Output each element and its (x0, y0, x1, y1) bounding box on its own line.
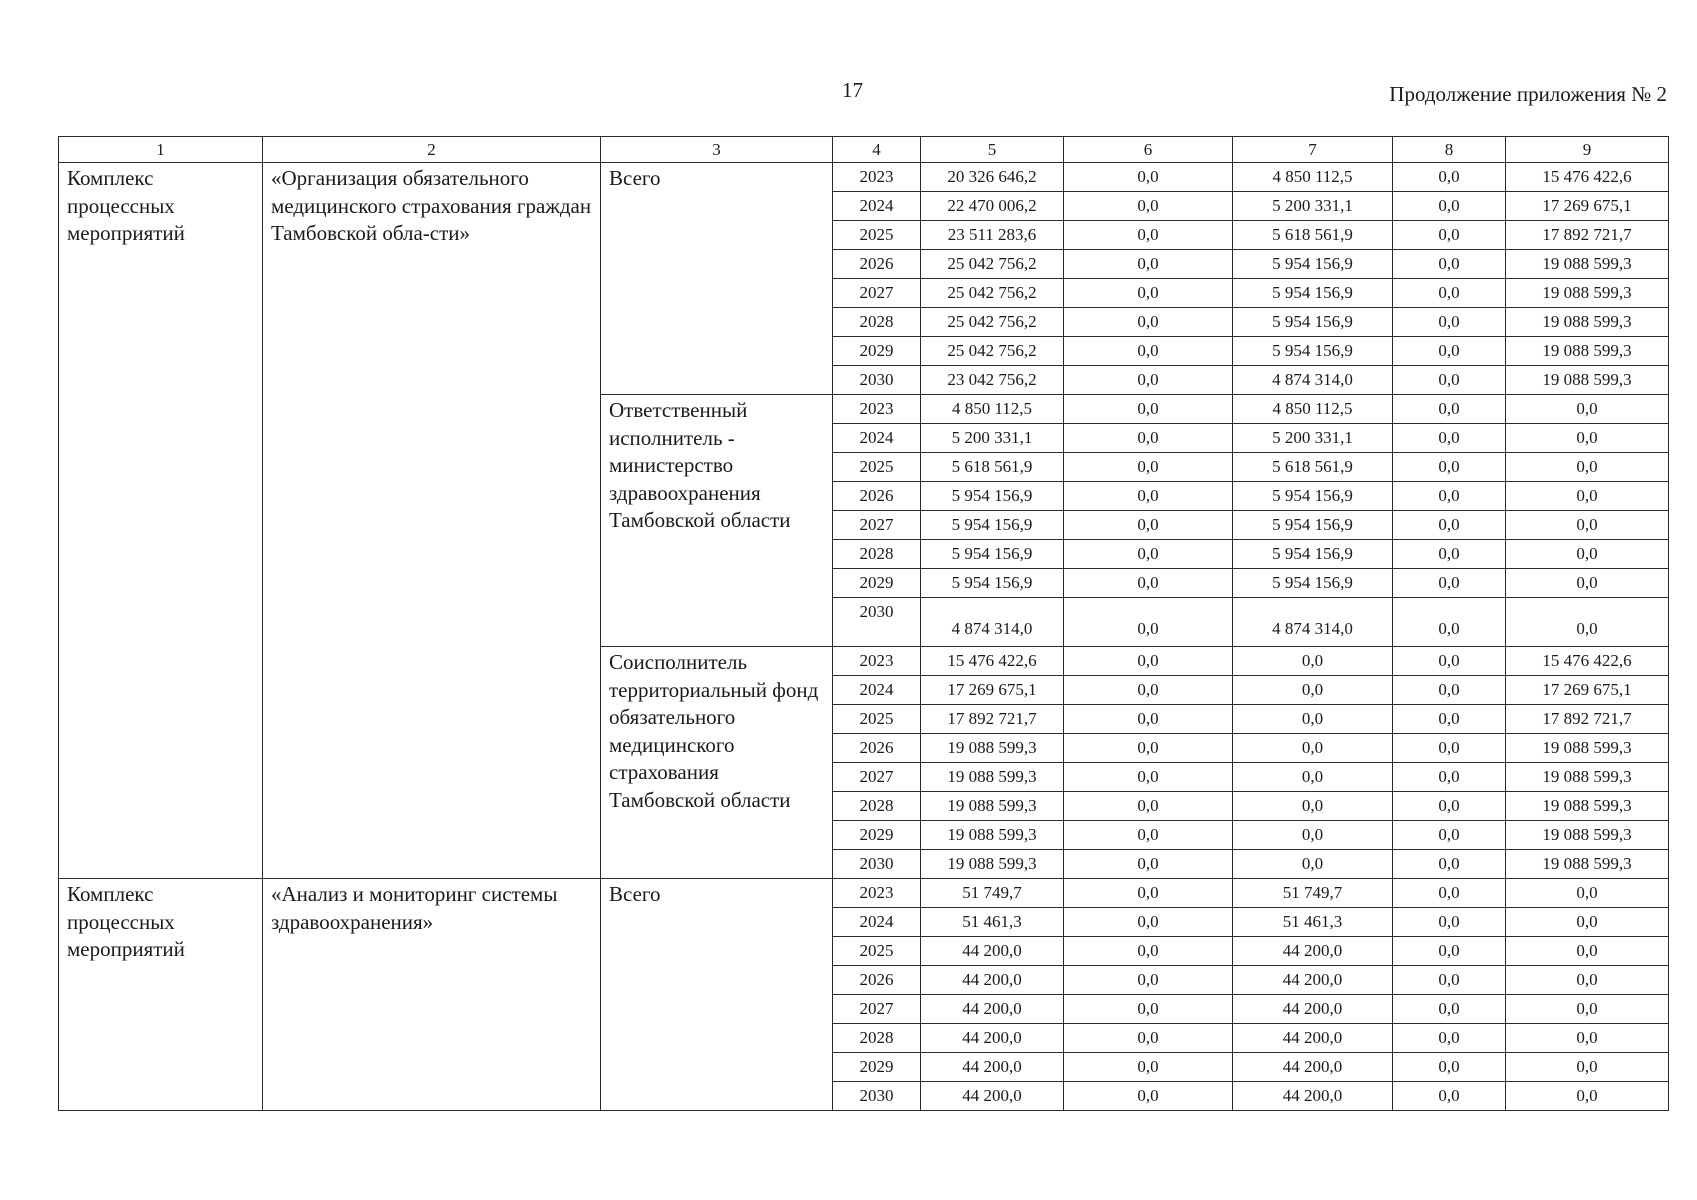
column-number-header: 8 (1393, 137, 1506, 163)
federal-budget-cell: 0,0 (1064, 908, 1233, 937)
federal-budget-cell: 0,0 (1064, 792, 1233, 821)
year-cell: 2024 (833, 192, 921, 221)
local-budget-cell: 0,0 (1393, 540, 1506, 569)
federal-budget-cell: 0,0 (1064, 995, 1233, 1024)
total-cell: 23 511 283,6 (921, 221, 1064, 250)
federal-budget-cell: 0,0 (1064, 966, 1233, 995)
regional-budget-cell: 44 200,0 (1233, 937, 1393, 966)
budget-table (58, 136, 1669, 1111)
local-budget-cell: 0,0 (1393, 250, 1506, 279)
regional-budget-cell: 44 200,0 (1233, 1024, 1393, 1053)
federal-budget-cell: 0,0 (1064, 424, 1233, 453)
federal-budget-cell: 0,0 (1064, 705, 1233, 734)
total-cell: 19 088 599,3 (921, 763, 1064, 792)
regional-budget-cell: 44 200,0 (1233, 966, 1393, 995)
year-cell: 2029 (833, 1053, 921, 1082)
extrabudgetary-cell: 19 088 599,3 (1506, 337, 1669, 366)
column-number-header: 7 (1233, 137, 1393, 163)
year-cell: 2023 (833, 879, 921, 908)
program-name-cell: «Организация обязательного медицинского страхования граждан Тамбовской обла-сти» (263, 163, 601, 879)
local-budget-cell: 0,0 (1393, 966, 1506, 995)
column-number-header: 2 (263, 137, 601, 163)
regional-budget-cell: 0,0 (1233, 763, 1393, 792)
page-number: 17 (842, 78, 863, 102)
local-budget-cell: 0,0 (1393, 1082, 1506, 1111)
table-body (59, 163, 1669, 1111)
extrabudgetary-cell: 0,0 (1506, 879, 1669, 908)
column-number-header: 4 (833, 137, 921, 163)
federal-budget-cell: 0,0 (1064, 482, 1233, 511)
year-cell: 2025 (833, 705, 921, 734)
federal-budget-cell: 0,0 (1064, 879, 1233, 908)
total-cell: 15 476 422,6 (921, 647, 1064, 676)
extrabudgetary-cell: 0,0 (1506, 908, 1669, 937)
year-cell: 2027 (833, 995, 921, 1024)
total-cell: 25 042 756,2 (921, 279, 1064, 308)
federal-budget-cell: 0,0 (1064, 763, 1233, 792)
total-cell: 23 042 756,2 (921, 366, 1064, 395)
extrabudgetary-cell: 19 088 599,3 (1506, 250, 1669, 279)
local-budget-cell: 0,0 (1393, 511, 1506, 540)
extrabudgetary-cell: 17 269 675,1 (1506, 676, 1669, 705)
local-budget-cell: 0,0 (1393, 163, 1506, 192)
total-cell: 19 088 599,3 (921, 850, 1064, 879)
local-budget-cell: 0,0 (1393, 734, 1506, 763)
year-cell: 2028 (833, 792, 921, 821)
federal-budget-cell: 0,0 (1064, 511, 1233, 540)
local-budget-cell: 0,0 (1393, 221, 1506, 250)
local-budget-cell: 0,0 (1393, 453, 1506, 482)
page-caption: Продолжение приложения № 2 (1389, 82, 1667, 106)
total-cell: 51 461,3 (921, 908, 1064, 937)
total-cell: 51 749,7 (921, 879, 1064, 908)
extrabudgetary-cell: 0,0 (1506, 598, 1669, 647)
local-budget-cell: 0,0 (1393, 192, 1506, 221)
extrabudgetary-cell: 0,0 (1506, 540, 1669, 569)
extrabudgetary-cell: 0,0 (1506, 966, 1669, 995)
year-cell: 2030 (833, 598, 921, 647)
table-row (59, 163, 1669, 192)
federal-budget-cell: 0,0 (1064, 192, 1233, 221)
extrabudgetary-cell: 19 088 599,3 (1506, 279, 1669, 308)
column-number-header: 5 (921, 137, 1064, 163)
total-cell: 25 042 756,2 (921, 337, 1064, 366)
federal-budget-cell: 0,0 (1064, 734, 1233, 763)
regional-budget-cell: 5 954 156,9 (1233, 569, 1393, 598)
federal-budget-cell: 0,0 (1064, 308, 1233, 337)
table-row (59, 879, 1669, 908)
complex-type-cell: Комплекс процессных мероприятий (59, 163, 263, 879)
extrabudgetary-cell: 0,0 (1506, 1053, 1669, 1082)
extrabudgetary-cell: 19 088 599,3 (1506, 366, 1669, 395)
federal-budget-cell: 0,0 (1064, 569, 1233, 598)
year-cell: 2028 (833, 1024, 921, 1053)
federal-budget-cell: 0,0 (1064, 647, 1233, 676)
extrabudgetary-cell: 0,0 (1506, 937, 1669, 966)
extrabudgetary-cell: 17 269 675,1 (1506, 192, 1669, 221)
extrabudgetary-cell: 0,0 (1506, 1024, 1669, 1053)
local-budget-cell: 0,0 (1393, 792, 1506, 821)
extrabudgetary-cell: 19 088 599,3 (1506, 792, 1669, 821)
extrabudgetary-cell: 0,0 (1506, 569, 1669, 598)
extrabudgetary-cell: 0,0 (1506, 453, 1669, 482)
regional-budget-cell: 5 954 156,9 (1233, 279, 1393, 308)
local-budget-cell: 0,0 (1393, 937, 1506, 966)
regional-budget-cell: 44 200,0 (1233, 1082, 1393, 1111)
extrabudgetary-cell: 17 892 721,7 (1506, 705, 1669, 734)
local-budget-cell: 0,0 (1393, 995, 1506, 1024)
regional-budget-cell: 5 954 156,9 (1233, 482, 1393, 511)
local-budget-cell: 0,0 (1393, 279, 1506, 308)
total-cell: 44 200,0 (921, 966, 1064, 995)
local-budget-cell: 0,0 (1393, 308, 1506, 337)
year-cell: 2027 (833, 279, 921, 308)
total-cell: 44 200,0 (921, 937, 1064, 966)
total-cell: 17 269 675,1 (921, 676, 1064, 705)
year-cell: 2030 (833, 1082, 921, 1111)
executor-cell: Всего (601, 163, 833, 395)
extrabudgetary-cell: 19 088 599,3 (1506, 850, 1669, 879)
extrabudgetary-cell: 15 476 422,6 (1506, 163, 1669, 192)
federal-budget-cell: 0,0 (1064, 163, 1233, 192)
total-cell: 4 874 314,0 (921, 598, 1064, 647)
executor-cell: Ответственный исполнитель - министерство здравоохранения Тамбовской области (601, 395, 833, 647)
regional-budget-cell: 5 618 561,9 (1233, 221, 1393, 250)
federal-budget-cell: 0,0 (1064, 221, 1233, 250)
regional-budget-cell: 5 954 156,9 (1233, 511, 1393, 540)
regional-budget-cell: 4 850 112,5 (1233, 163, 1393, 192)
column-number-header: 9 (1506, 137, 1669, 163)
local-budget-cell: 0,0 (1393, 676, 1506, 705)
regional-budget-cell: 5 954 156,9 (1233, 308, 1393, 337)
extrabudgetary-cell: 0,0 (1506, 511, 1669, 540)
local-budget-cell: 0,0 (1393, 1024, 1506, 1053)
total-cell: 5 954 156,9 (921, 482, 1064, 511)
total-cell: 44 200,0 (921, 995, 1064, 1024)
year-cell: 2030 (833, 850, 921, 879)
year-cell: 2030 (833, 366, 921, 395)
local-budget-cell: 0,0 (1393, 337, 1506, 366)
year-cell: 2024 (833, 676, 921, 705)
year-cell: 2028 (833, 308, 921, 337)
year-cell: 2024 (833, 908, 921, 937)
total-cell: 19 088 599,3 (921, 821, 1064, 850)
local-budget-cell: 0,0 (1393, 879, 1506, 908)
local-budget-cell: 0,0 (1393, 569, 1506, 598)
year-cell: 2024 (833, 424, 921, 453)
executor-cell: Соисполнитель территориальный фонд обязательного медицинского страхования Тамбовской области (601, 647, 833, 879)
year-cell: 2026 (833, 250, 921, 279)
federal-budget-cell: 0,0 (1064, 250, 1233, 279)
local-budget-cell: 0,0 (1393, 482, 1506, 511)
total-cell: 19 088 599,3 (921, 792, 1064, 821)
extrabudgetary-cell: 17 892 721,7 (1506, 221, 1669, 250)
year-cell: 2029 (833, 821, 921, 850)
regional-budget-cell: 44 200,0 (1233, 1053, 1393, 1082)
regional-budget-cell: 5 200 331,1 (1233, 192, 1393, 221)
regional-budget-cell: 4 874 314,0 (1233, 366, 1393, 395)
column-number-header: 6 (1064, 137, 1233, 163)
federal-budget-cell: 0,0 (1064, 850, 1233, 879)
year-cell: 2027 (833, 763, 921, 792)
federal-budget-cell: 0,0 (1064, 279, 1233, 308)
local-budget-cell: 0,0 (1393, 763, 1506, 792)
federal-budget-cell: 0,0 (1064, 1082, 1233, 1111)
total-cell: 5 954 156,9 (921, 569, 1064, 598)
total-cell: 22 470 006,2 (921, 192, 1064, 221)
regional-budget-cell: 0,0 (1233, 647, 1393, 676)
local-budget-cell: 0,0 (1393, 395, 1506, 424)
regional-budget-cell: 5 618 561,9 (1233, 453, 1393, 482)
complex-type-cell: Комплекс процессных мероприятий (59, 879, 263, 1111)
federal-budget-cell: 0,0 (1064, 453, 1233, 482)
federal-budget-cell: 0,0 (1064, 821, 1233, 850)
regional-budget-cell: 0,0 (1233, 850, 1393, 879)
federal-budget-cell: 0,0 (1064, 395, 1233, 424)
total-cell: 5 954 156,9 (921, 511, 1064, 540)
total-cell: 5 618 561,9 (921, 453, 1064, 482)
local-budget-cell: 0,0 (1393, 424, 1506, 453)
executor-cell: Всего (601, 879, 833, 1111)
federal-budget-cell: 0,0 (1064, 540, 1233, 569)
total-cell: 4 850 112,5 (921, 395, 1064, 424)
year-cell: 2026 (833, 966, 921, 995)
regional-budget-cell: 5 954 156,9 (1233, 337, 1393, 366)
year-cell: 2023 (833, 163, 921, 192)
total-cell: 20 326 646,2 (921, 163, 1064, 192)
local-budget-cell: 0,0 (1393, 850, 1506, 879)
extrabudgetary-cell: 19 088 599,3 (1506, 821, 1669, 850)
federal-budget-cell: 0,0 (1064, 1053, 1233, 1082)
local-budget-cell: 0,0 (1393, 908, 1506, 937)
year-cell: 2023 (833, 395, 921, 424)
year-cell: 2025 (833, 937, 921, 966)
total-cell: 44 200,0 (921, 1082, 1064, 1111)
extrabudgetary-cell: 19 088 599,3 (1506, 734, 1669, 763)
extrabudgetary-cell: 0,0 (1506, 424, 1669, 453)
local-budget-cell: 0,0 (1393, 821, 1506, 850)
year-cell: 2029 (833, 569, 921, 598)
regional-budget-cell: 4 874 314,0 (1233, 598, 1393, 647)
regional-budget-cell: 4 850 112,5 (1233, 395, 1393, 424)
federal-budget-cell: 0,0 (1064, 366, 1233, 395)
column-number-header: 3 (601, 137, 833, 163)
total-cell: 25 042 756,2 (921, 250, 1064, 279)
federal-budget-cell: 0,0 (1064, 598, 1233, 647)
year-cell: 2026 (833, 482, 921, 511)
program-name-cell: «Анализ и мониторинг системы здравоохранения» (263, 879, 601, 1111)
year-cell: 2025 (833, 221, 921, 250)
regional-budget-cell: 0,0 (1233, 821, 1393, 850)
column-number-row (59, 137, 1669, 163)
year-cell: 2023 (833, 647, 921, 676)
regional-budget-cell: 44 200,0 (1233, 995, 1393, 1024)
extrabudgetary-cell: 0,0 (1506, 395, 1669, 424)
extrabudgetary-cell: 19 088 599,3 (1506, 763, 1669, 792)
federal-budget-cell: 0,0 (1064, 337, 1233, 366)
extrabudgetary-cell: 0,0 (1506, 995, 1669, 1024)
local-budget-cell: 0,0 (1393, 366, 1506, 395)
federal-budget-cell: 0,0 (1064, 1024, 1233, 1053)
regional-budget-cell: 0,0 (1233, 676, 1393, 705)
total-cell: 5 200 331,1 (921, 424, 1064, 453)
total-cell: 44 200,0 (921, 1053, 1064, 1082)
extrabudgetary-cell: 15 476 422,6 (1506, 647, 1669, 676)
extrabudgetary-cell: 0,0 (1506, 482, 1669, 511)
local-budget-cell: 0,0 (1393, 647, 1506, 676)
year-cell: 2025 (833, 453, 921, 482)
column-number-header: 1 (59, 137, 263, 163)
year-cell: 2026 (833, 734, 921, 763)
total-cell: 44 200,0 (921, 1024, 1064, 1053)
year-cell: 2029 (833, 337, 921, 366)
total-cell: 17 892 721,7 (921, 705, 1064, 734)
local-budget-cell: 0,0 (1393, 705, 1506, 734)
total-cell: 5 954 156,9 (921, 540, 1064, 569)
federal-budget-cell: 0,0 (1064, 937, 1233, 966)
regional-budget-cell: 5 954 156,9 (1233, 540, 1393, 569)
regional-budget-cell: 5 954 156,9 (1233, 250, 1393, 279)
regional-budget-cell: 0,0 (1233, 734, 1393, 763)
total-cell: 19 088 599,3 (921, 734, 1064, 763)
extrabudgetary-cell: 0,0 (1506, 1082, 1669, 1111)
year-cell: 2028 (833, 540, 921, 569)
federal-budget-cell: 0,0 (1064, 676, 1233, 705)
regional-budget-cell: 0,0 (1233, 792, 1393, 821)
extrabudgetary-cell: 19 088 599,3 (1506, 308, 1669, 337)
local-budget-cell: 0,0 (1393, 1053, 1506, 1082)
total-cell: 25 042 756,2 (921, 308, 1064, 337)
local-budget-cell: 0,0 (1393, 598, 1506, 647)
regional-budget-cell: 0,0 (1233, 705, 1393, 734)
year-cell: 2027 (833, 511, 921, 540)
regional-budget-cell: 51 461,3 (1233, 908, 1393, 937)
regional-budget-cell: 5 200 331,1 (1233, 424, 1393, 453)
regional-budget-cell: 51 749,7 (1233, 879, 1393, 908)
